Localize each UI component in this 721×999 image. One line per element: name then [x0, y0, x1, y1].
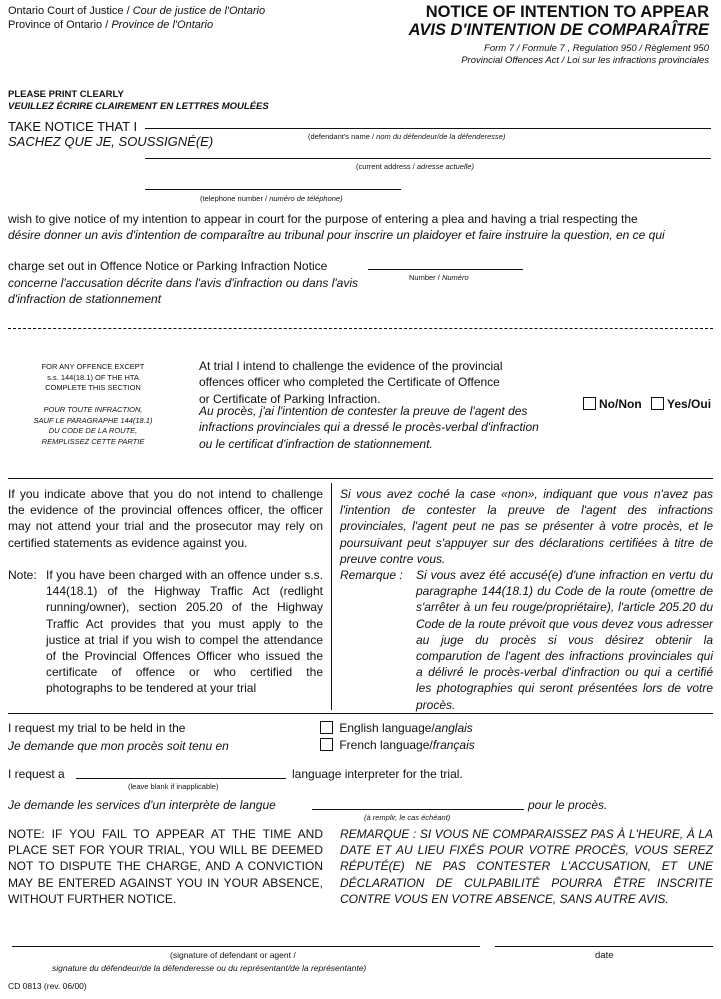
section-divider: [8, 713, 713, 714]
form-code: CD 0813 (rev. 06/00): [8, 981, 87, 991]
address-caption: (current address / adresse actuelle): [356, 162, 474, 171]
english-checkbox[interactable]: [320, 721, 333, 734]
signature-field[interactable]: [12, 946, 480, 947]
no-checkbox[interactable]: [583, 397, 596, 410]
interpreter-request-fr: Je demande les services d'un interprète de langue: [8, 798, 276, 812]
trial-language-request-fr: Je demande que mon procès soit tenu en: [8, 739, 229, 753]
note-text-en: If you have been charged with an offence under s.s. 144(18.1) of the Highway Traffic Act (redlight running/owner), section 205.20 of the Highway Traffic Act provides that you must apply to the justice at trial if you wish to compel the attendance of the Provincial Offences Officer who issued the certificate of offence or who certified the photographs to be tendered at your trial: [46, 568, 323, 696]
failure-to-appear-warning-en: NOTE: IF YOU FAIL TO APPEAR AT THE TIME AND PLACE SET FOR YOUR TRIAL, YOU WILL BE DEEMED NOT TO DISPUTE THE CHARGE, AND A CONVICTION MAY BE ENTERED AGAINST YOU IN YOUR ABSENCE, WITHOUT FURTHER NOTICE.: [8, 827, 323, 906]
challenge-text-fr: Au procès, j'ai l'intention de contester la preuve de l'agent des infractions provinciales qui a dressé le procès-verbal d'infraction ou le certificat d'infraction de stationnement.: [199, 404, 539, 451]
challenge-instruction-en: FOR ANY OFFENCE EXCEPT s.s. 144(18.1) OF THE HTA COMPLETE THIS SECTION: [41, 362, 145, 392]
current-address-field[interactable]: [145, 158, 711, 159]
form-reference: Form 7 / Formule 7 , Regulation 950 / Règlement 950: [484, 43, 709, 54]
interpreter-after-fr: pour le procès.: [528, 798, 608, 812]
offence-notice-number-field[interactable]: [368, 269, 523, 270]
interpreter-blank-note-fr: (à remplir, le cas échéant): [364, 813, 451, 822]
challenge-text-en: At trial I intend to challenge the evidence of the provincial offences officer who completed the Certificate of Offence or Certificate of Parking Infraction.: [199, 359, 503, 406]
charge-text-fr-2: d'infraction de stationnement: [8, 292, 162, 306]
wish-text-fr: désire donner un avis d'intention de comparaître au tribunal pour inscrire un plaidoyer et faire instruire la question, en ce qui: [8, 228, 665, 242]
section-divider: [8, 478, 713, 479]
failure-to-appear-warning-fr: REMARQUE : SI VOUS NE COMPARAISSEZ PAS À L'HEURE, À LA DATE ET AU LIEU FIXÉS POUR VOTRE PROCÈS, VOUS SEREZ RÉPUTÉ(E) NE PAS CONTESTER L'ACCUSATION, ET UNE DÉCLARATION DE CULPABILITÉ POURRA ÊTRE INSCRITE CONTRE VOUS EN VOTRE ABSENCE, SANS AUTRE AVIS.: [340, 827, 713, 906]
interpreter-request-en: I request a: [8, 767, 65, 781]
date-caption: date: [595, 950, 614, 961]
english-language-option[interactable]: English language/anglais: [320, 721, 473, 735]
court-name: Ontario Court of Justice / Cour de justice de l'Ontario: [8, 5, 266, 17]
french-language-option[interactable]: French language/français: [320, 738, 475, 752]
note-label-fr: Remarque :: [340, 568, 403, 582]
take-notice-fr: SACHEZ QUE JE, SOUSSIGNÉ(E): [8, 134, 214, 149]
note-text-fr: Si vous avez été accusé(e) d'une infraction en vertu du paragraphe 144(18.1) du Code de la route (omettre de s'arrêter à un feu rouge/propriétaire), l'article 205.20 du Code de la route prévoit que vous devez vous adresser au juge du procès si vous désirez obtenir la comparution de l'agent des infractions provinciales qui a délivré le procès-verbal d'infraction ou qui a certifié les photographies qui seront présentées lors de votre procès.: [416, 568, 713, 712]
defendant-name-field[interactable]: [145, 128, 711, 129]
defendant-name-caption: (defendant's name / nom du défendeur/de la défenderesse): [308, 132, 506, 141]
french-checkbox[interactable]: [320, 738, 333, 751]
signature-caption-en: (signature of defendant or agent /: [170, 950, 296, 960]
take-notice-en: TAKE NOTICE THAT I: [8, 119, 138, 134]
telephone-field[interactable]: [145, 189, 401, 190]
interpreter-language-field[interactable]: [76, 778, 286, 779]
interpreter-blank-note-en: (leave blank if inapplicable): [128, 782, 219, 791]
interpreter-language-field-fr[interactable]: [312, 809, 524, 810]
notice-number-caption: Number / Numéro: [409, 273, 469, 282]
charge-text-fr-1: concerne l'accusation décrite dans l'avis d'infraction ou dans l'avis: [8, 276, 359, 290]
form-title-en: NOTICE OF INTENTION TO APPEAR: [425, 3, 709, 21]
act-reference: Provincial Offences Act / Loi sur les infractions provinciales: [461, 55, 709, 66]
wish-text-en: wish to give notice of my intention to appear in court for the purpose of entering a plea and having a trial respecting the: [8, 212, 638, 226]
not-challenge-info-en: If you indicate above that you do not intend to challenge the evidence of the provincial offences officer, the officer may not attend your trial and the prosecutor may rely on certified statements as evidence against you.: [8, 487, 323, 550]
not-challenge-info-fr: Si vous avez coché la case «non», indiquant que vous n'avez pas l'intention de contester la preuve de l'agent des infractions provinciales, l'agent peut ne pas se présenter à votre procès, et le poursuivant peut s'appuyer sur des déclarations certifiées à titre de preuve contre vous.: [340, 487, 713, 566]
challenge-no-option[interactable]: No/Non: [583, 397, 642, 411]
province-name: Province of Ontario / Province de l'Ontario: [8, 19, 214, 31]
cut-line: [8, 328, 713, 329]
yes-checkbox[interactable]: [651, 397, 664, 410]
column-divider: [331, 483, 332, 710]
interpreter-after-en: language interpreter for the trial.: [292, 767, 463, 781]
challenge-yes-option[interactable]: Yes/Oui: [651, 397, 711, 411]
note-label-en: Note:: [8, 568, 37, 582]
trial-language-request-en: I request my trial to be held in the: [8, 721, 186, 735]
charge-text-en: charge set out in Offence Notice or Parking Infraction Notice: [8, 259, 328, 273]
form-title-fr: AVIS D'INTENTION DE COMPARAÎTRE: [408, 21, 709, 39]
print-clearly-fr: VEUILLEZ ÉCRIRE CLAIREMENT EN LETTRES MOULÉES: [8, 101, 269, 112]
date-field[interactable]: [495, 946, 713, 947]
signature-caption-fr: signature du défendeur/de la défenderesse ou du représentant/de la représentante): [52, 963, 367, 973]
challenge-instruction-fr: POUR TOUTE INFRACTION, SAUF LE PARAGRAPHE 144(18.1) DU CODE DE LA ROUTE, REMPLISSEZ CETTE PARTIE: [33, 405, 153, 446]
telephone-caption: (telephone number / numéro de téléphone): [200, 194, 343, 203]
print-clearly-en: PLEASE PRINT CLEARLY: [8, 89, 124, 100]
